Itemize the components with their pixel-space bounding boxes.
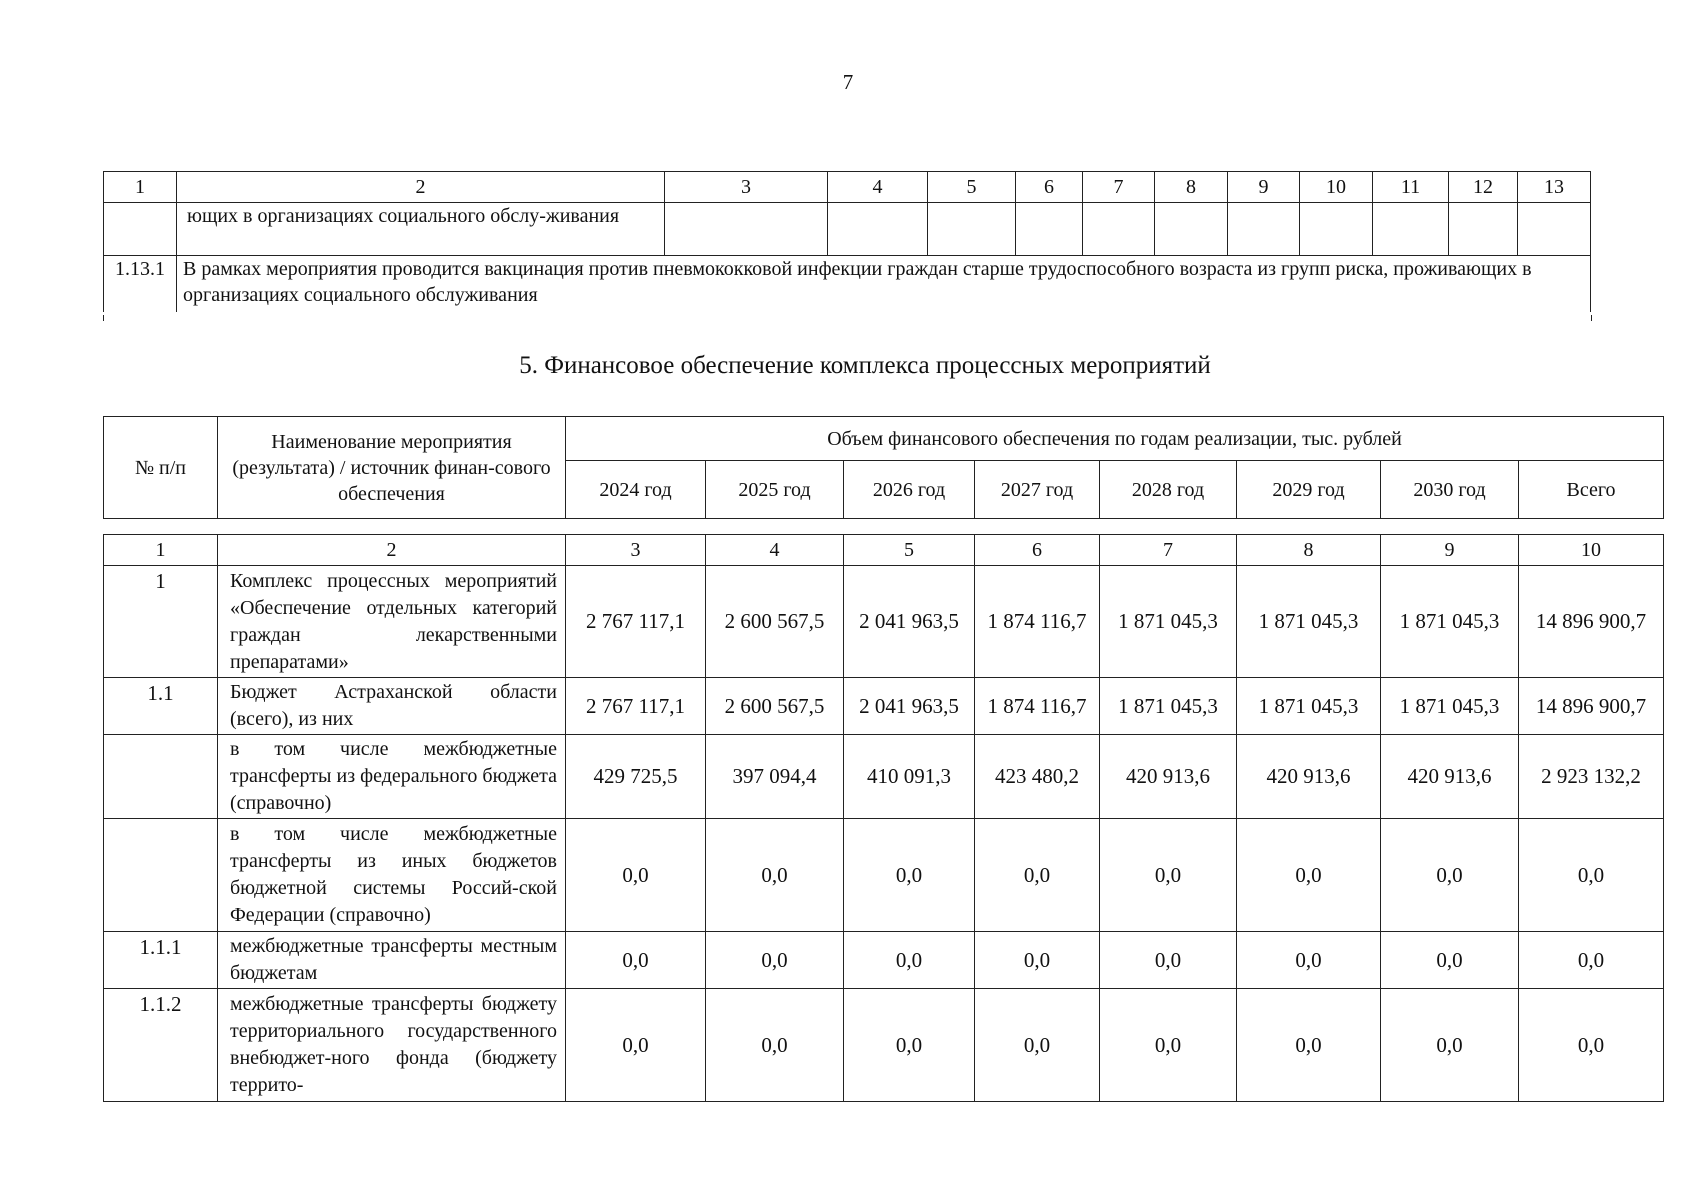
row-code: [104, 735, 218, 819]
value-cell: 1 871 045,3: [1237, 678, 1381, 735]
value-cell: 1 874 116,7: [975, 566, 1100, 678]
value-cell: 0,0: [1381, 989, 1519, 1102]
value-cell: 423 480,2: [975, 735, 1100, 819]
value-cell: 0,0: [975, 819, 1100, 932]
column-index: 2: [177, 172, 665, 203]
row-code: [104, 819, 218, 932]
column-index: 11: [1373, 172, 1449, 203]
column-index: 12: [1449, 172, 1518, 203]
value-cell: 1 871 045,3: [1237, 566, 1381, 678]
column-index: 6: [975, 535, 1100, 566]
year-header: 2027 год: [975, 461, 1100, 519]
value-cell: 14 896 900,7: [1519, 566, 1664, 678]
name-column-header: Наименование мероприятия (результата) / источник финан-сового обеспечения: [218, 417, 566, 519]
year-header: 2030 год: [1381, 461, 1519, 519]
value-cell: 0,0: [706, 819, 844, 932]
value-cell: 0,0: [1100, 989, 1237, 1102]
value-cell: 0,0: [566, 819, 706, 932]
value-cell: 0,0: [1519, 989, 1664, 1102]
column-index: 3: [665, 172, 828, 203]
column-index: 5: [844, 535, 975, 566]
row-name: в том числе межбюджетные трансферты из иных бюджетов бюджетной системы Россий-ской Федерации (справочно): [218, 819, 566, 932]
year-header: 2024 год: [566, 461, 706, 519]
value-cell: 0,0: [706, 989, 844, 1102]
column-index: 7: [1100, 535, 1237, 566]
value-cell: 410 091,3: [844, 735, 975, 819]
year-header: 2026 год: [844, 461, 975, 519]
year-header: 2029 год: [1237, 461, 1381, 519]
value-cell: 0,0: [1237, 989, 1381, 1102]
table-row: [104, 819, 1664, 932]
value-cell: 0,0: [1381, 819, 1519, 932]
column-index: 6: [1016, 172, 1083, 203]
finance-data-table: [103, 534, 1664, 1102]
value-cell: 0,0: [706, 932, 844, 989]
value-cell: 0,0: [1519, 932, 1664, 989]
value-cell: 2 041 963,5: [844, 566, 975, 678]
column-index: 7: [1083, 172, 1155, 203]
row-name: Комплекс процессных мероприятий «Обеспечение отдельных категорий граждан лекарственными препаратами»: [218, 566, 566, 678]
continuation-table: [103, 171, 1591, 312]
value-cell: 2 600 567,5: [706, 678, 844, 735]
value-cell: 1 871 045,3: [1381, 678, 1519, 735]
column-index: 8: [1237, 535, 1381, 566]
value-cell: 0,0: [844, 819, 975, 932]
year-header: 2028 год: [1100, 461, 1237, 519]
continued-text: ющих в организациях социального обслу-живания: [177, 203, 665, 256]
row-code: 1.1.2: [104, 989, 218, 1102]
value-cell: 0,0: [975, 989, 1100, 1102]
column-index: 10: [1300, 172, 1373, 203]
row-name: межбюджетные трансферты бюджету территориального государственного внебюджет-ного фонда (бюджету террито-: [218, 989, 566, 1102]
table-row: [104, 678, 1664, 735]
value-cell: 0,0: [844, 932, 975, 989]
table-row: [104, 735, 1664, 819]
column-index-row: [104, 172, 1591, 203]
column-index: 10: [1519, 535, 1664, 566]
value-cell: 14 896 900,7: [1519, 678, 1664, 735]
value-cell: 2 767 117,1: [566, 566, 706, 678]
value-cell: 1 874 116,7: [975, 678, 1100, 735]
year-header: 2025 год: [706, 461, 844, 519]
value-cell: 2 041 963,5: [844, 678, 975, 735]
value-cell: 0,0: [1519, 819, 1664, 932]
column-index: 4: [828, 172, 928, 203]
row-code: 1.1: [104, 678, 218, 735]
value-cell: 420 913,6: [1381, 735, 1519, 819]
value-cell: 0,0: [1237, 819, 1381, 932]
value-cell: 1 871 045,3: [1100, 678, 1237, 735]
row-code: 1: [104, 566, 218, 678]
column-index: 13: [1518, 172, 1591, 203]
value-cell: 0,0: [1237, 932, 1381, 989]
value-cell: 0,0: [566, 932, 706, 989]
table-row: [104, 566, 1664, 678]
table-row: [104, 932, 1664, 989]
value-cell: 0,0: [975, 932, 1100, 989]
page-number: 7: [842, 70, 854, 94]
value-cell: 2 923 132,2: [1519, 735, 1664, 819]
row-name: в том числе межбюджетные трансферты из федерального бюджета (справочно): [218, 735, 566, 819]
total-header: Всего: [1519, 461, 1664, 519]
value-cell: 0,0: [1381, 932, 1519, 989]
row-name: межбюджетные трансферты местным бюджетам: [218, 932, 566, 989]
section-title: 5. Финансовое обеспечение комплекса процессных мероприятий: [519, 352, 1211, 379]
value-cell: 0,0: [844, 989, 975, 1102]
column-index: 2: [218, 535, 566, 566]
value-cell: 429 725,5: [566, 735, 706, 819]
value-cell: 420 913,6: [1237, 735, 1381, 819]
row-description: В рамках мероприятия проводится вакцинация против пневмококковой инфекции граждан старше трудоспособного возраста из групп риска, проживающих в организациях социального обслуживания: [177, 256, 1591, 313]
row-code: 1.1.1: [104, 932, 218, 989]
column-index: 4: [706, 535, 844, 566]
column-index: 1: [104, 535, 218, 566]
column-index: 9: [1381, 535, 1519, 566]
value-cell: 397 094,4: [706, 735, 844, 819]
column-index: 3: [566, 535, 706, 566]
value-cell: 0,0: [1100, 932, 1237, 989]
value-cell: 2 767 117,1: [566, 678, 706, 735]
value-cell: 0,0: [566, 989, 706, 1102]
funding-group-header: Объем финансового обеспечения по годам реализации, тыс. рублей: [566, 417, 1664, 461]
table-row: [104, 256, 1591, 313]
value-cell: 2 600 567,5: [706, 566, 844, 678]
column-index: 1: [104, 172, 177, 203]
column-index: 5: [928, 172, 1016, 203]
finance-header-table: [103, 416, 1664, 519]
value-cell: 0,0: [1100, 819, 1237, 932]
column-index: 9: [1228, 172, 1300, 203]
table-row: [104, 989, 1664, 1102]
row-name: Бюджет Астраханской области (всего), из них: [218, 678, 566, 735]
column-index-row: [104, 535, 1664, 566]
column-index: 8: [1155, 172, 1228, 203]
value-cell: 1 871 045,3: [1381, 566, 1519, 678]
continued-row: [104, 203, 1591, 256]
table-edge: [103, 315, 1592, 321]
value-cell: 1 871 045,3: [1100, 566, 1237, 678]
value-cell: 420 913,6: [1100, 735, 1237, 819]
number-column-header: № п/п: [104, 417, 218, 519]
row-code: 1.13.1: [104, 256, 177, 313]
